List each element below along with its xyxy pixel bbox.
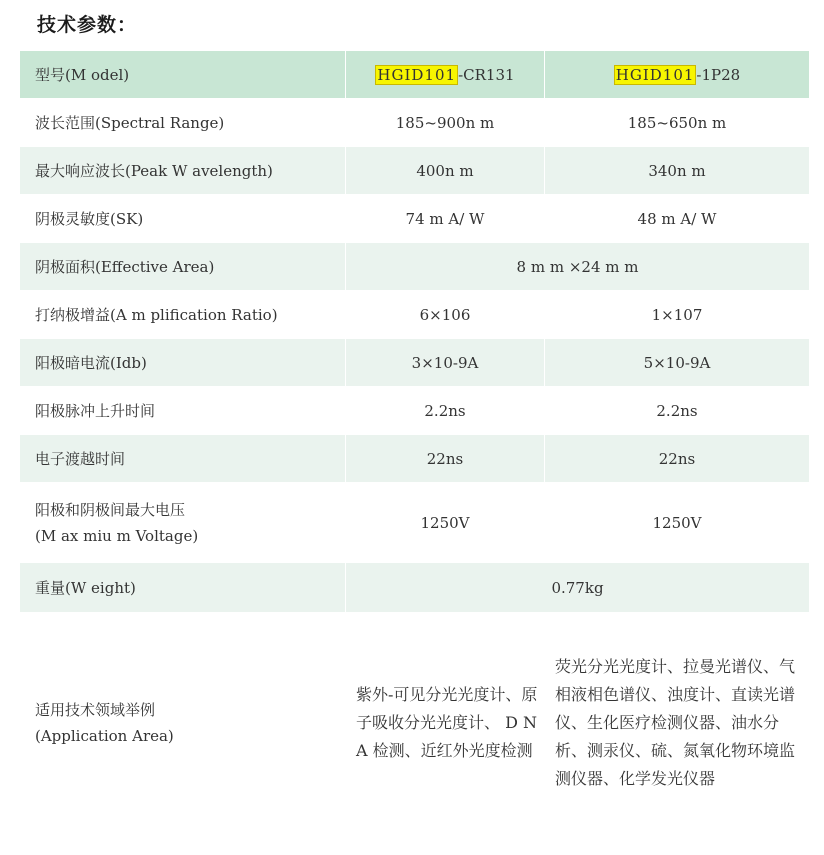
row-label: 打纳极增益(A m plification Ratio) — [20, 291, 346, 339]
table-row — [20, 291, 810, 339]
table-row — [20, 147, 810, 195]
table-row — [20, 435, 810, 483]
row-label: 波长范围(Spectral Range) — [20, 99, 346, 147]
row-value-col1: 2.2ns — [346, 387, 545, 435]
model-col1-suffix: -CR131 — [458, 65, 515, 84]
row-label: 阳极暗电流(Idb) — [20, 339, 346, 387]
row-value-col1: 400n m — [346, 147, 545, 195]
row-label: 最大响应波长(Peak W avelength) — [20, 147, 346, 195]
application-col2: 荧光分光光度计、拉曼光谱仪、气相液相色谱仪、浊度计、直读光谱仪、生化医疗检测仪器、油水分析、测汞仪、硫、氮氧化物环境监测仪器、化学发光仪器 — [545, 613, 810, 833]
row-label: 阴极灵敏度(SK) — [20, 195, 346, 243]
model-label: 型号(M odel) — [20, 51, 346, 99]
row-value-col1: 74 m A/ W — [346, 195, 545, 243]
model-col1 — [346, 51, 545, 99]
application-label-line1: 适用技术领域举例 — [35, 700, 156, 719]
row-value-merged: 8 m m ×24 m m — [346, 243, 810, 291]
row-value-col2: 1250V — [545, 483, 810, 563]
row-value-col1: 3×10-9A — [346, 339, 545, 387]
application-label-line2: (Application Area) — [35, 726, 174, 745]
section-heading: 技术参数： — [37, 14, 138, 36]
row-label: 阳极脉冲上升时间 — [20, 387, 346, 435]
row-value-col1: 1250V — [346, 483, 545, 563]
row-label: 电子渡越时间 — [20, 435, 346, 483]
row-value-merged: 0.77kg — [346, 563, 810, 613]
table-row — [20, 563, 810, 613]
application-label — [20, 613, 346, 833]
row-value-col2: 185~650n m — [545, 99, 810, 147]
model-col2 — [545, 51, 810, 99]
model-col2-highlight: HGID101 — [615, 65, 695, 84]
table-row — [20, 243, 810, 291]
spec-table — [19, 50, 810, 833]
table-row — [20, 613, 810, 833]
voltage-label — [20, 483, 346, 563]
row-value-col2: 340n m — [545, 147, 810, 195]
row-value-col2: 2.2ns — [545, 387, 810, 435]
application-col1: 紫外-可见分光光度计、原子吸收分光光度计、 D N A 检测、近红外光度检测 — [346, 613, 545, 833]
table-row — [20, 387, 810, 435]
table-row — [20, 195, 810, 243]
header-row — [20, 51, 810, 99]
table-row — [20, 99, 810, 147]
row-value-col2: 22ns — [545, 435, 810, 483]
row-label: 重量(W eight) — [20, 563, 346, 613]
row-value-col1: 22ns — [346, 435, 545, 483]
voltage-label-line2: (M ax miu m Voltage) — [35, 526, 199, 545]
model-col2-suffix: -1P28 — [696, 65, 741, 84]
row-value-col2: 5×10-9A — [545, 339, 810, 387]
table-row — [20, 483, 810, 563]
row-value-col2: 1×107 — [545, 291, 810, 339]
row-value-col2: 48 m A/ W — [545, 195, 810, 243]
voltage-label-line1: 阳极和阴极间最大电压 — [35, 500, 186, 519]
table-row — [20, 339, 810, 387]
row-label: 阴极面积(Effective Area) — [20, 243, 346, 291]
row-value-col1: 185~900n m — [346, 99, 545, 147]
row-value-col1: 6×106 — [346, 291, 545, 339]
model-col1-highlight: HGID101 — [377, 65, 457, 84]
